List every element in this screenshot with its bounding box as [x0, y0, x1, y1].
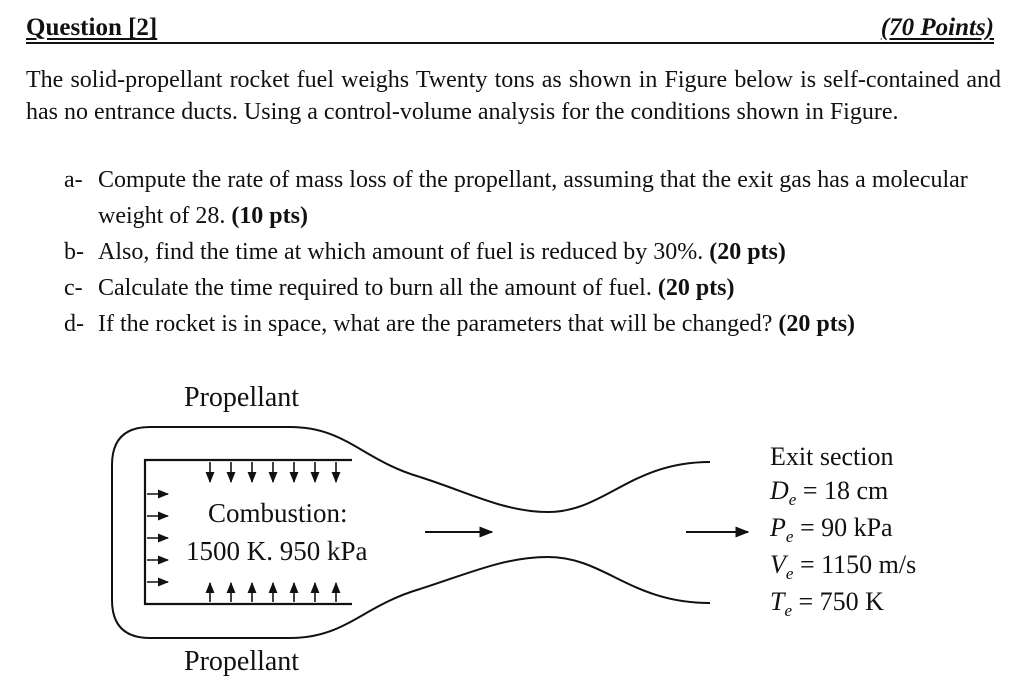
combustion-label: Combustion:: [208, 498, 348, 528]
subscript: e: [785, 564, 794, 583]
nozzle-lower-wall: [420, 557, 710, 603]
question-title: Question [2]: [26, 14, 158, 41]
subscript: e: [785, 527, 794, 546]
propellant-label-bottom: Propellant: [184, 646, 300, 677]
nozzle-upper-wall: [420, 462, 710, 512]
part-points: (10 pts): [231, 203, 308, 229]
combustion-chamber-wall: [145, 460, 352, 604]
part-letter: c-: [64, 275, 83, 301]
part-text: Compute the rate of mass loss of the propellant, assuming that the exit gas has a molecular weight of 28.: [98, 167, 968, 229]
symbol: D: [770, 476, 789, 505]
burning-arrows-left: [147, 494, 168, 582]
value: = 18 cm: [796, 476, 889, 505]
part-text: Also, find the time at which amount of fuel is reduced by 30%.: [98, 239, 704, 265]
part-letter: a-: [64, 167, 83, 193]
value: = 90 kPa: [793, 513, 893, 542]
part-text: Calculate the time required to burn all the amount of fuel.: [98, 275, 652, 301]
symbol: P: [770, 513, 786, 542]
combustion-conditions: 1500 K. 950 kPa: [186, 536, 368, 566]
propellant-label-top: Propellant: [184, 382, 300, 413]
value: = 750 K: [792, 587, 884, 616]
exit-section-conditions: [770, 440, 916, 622]
question-points: (70 Points): [880, 14, 994, 41]
value: = 1150 m/s: [793, 550, 917, 579]
part-points: (20 pts): [778, 311, 856, 337]
burning-arrows-bottom: [210, 583, 336, 602]
symbol: T: [770, 587, 785, 616]
part-text: If the rocket is in space, what are the parameters that will be changed?: [98, 311, 773, 337]
part-points: (20 pts): [657, 275, 735, 301]
part-points: (20 pts): [709, 239, 786, 265]
rocket-outer-casing: [112, 427, 420, 638]
symbol: V: [770, 550, 786, 579]
exit-pressure: [770, 511, 916, 548]
problem-statement: The solid-propellant rocket fuel weighs Twenty tons as shown in Figure below is self-contained and has no entrance ducts. Using a control-volume analysis for the conditions shown in Figure.: [26, 67, 1001, 125]
exit-velocity: [770, 548, 916, 585]
part-letter: d-: [64, 311, 84, 337]
subscript: e: [784, 601, 793, 620]
exit-section-title: Exit section: [770, 442, 894, 471]
exit-temperature: [770, 585, 916, 622]
burning-arrows-top: [210, 462, 336, 482]
subscript: e: [788, 490, 797, 509]
part-letter: b-: [64, 239, 84, 265]
exit-diameter: [770, 474, 916, 511]
